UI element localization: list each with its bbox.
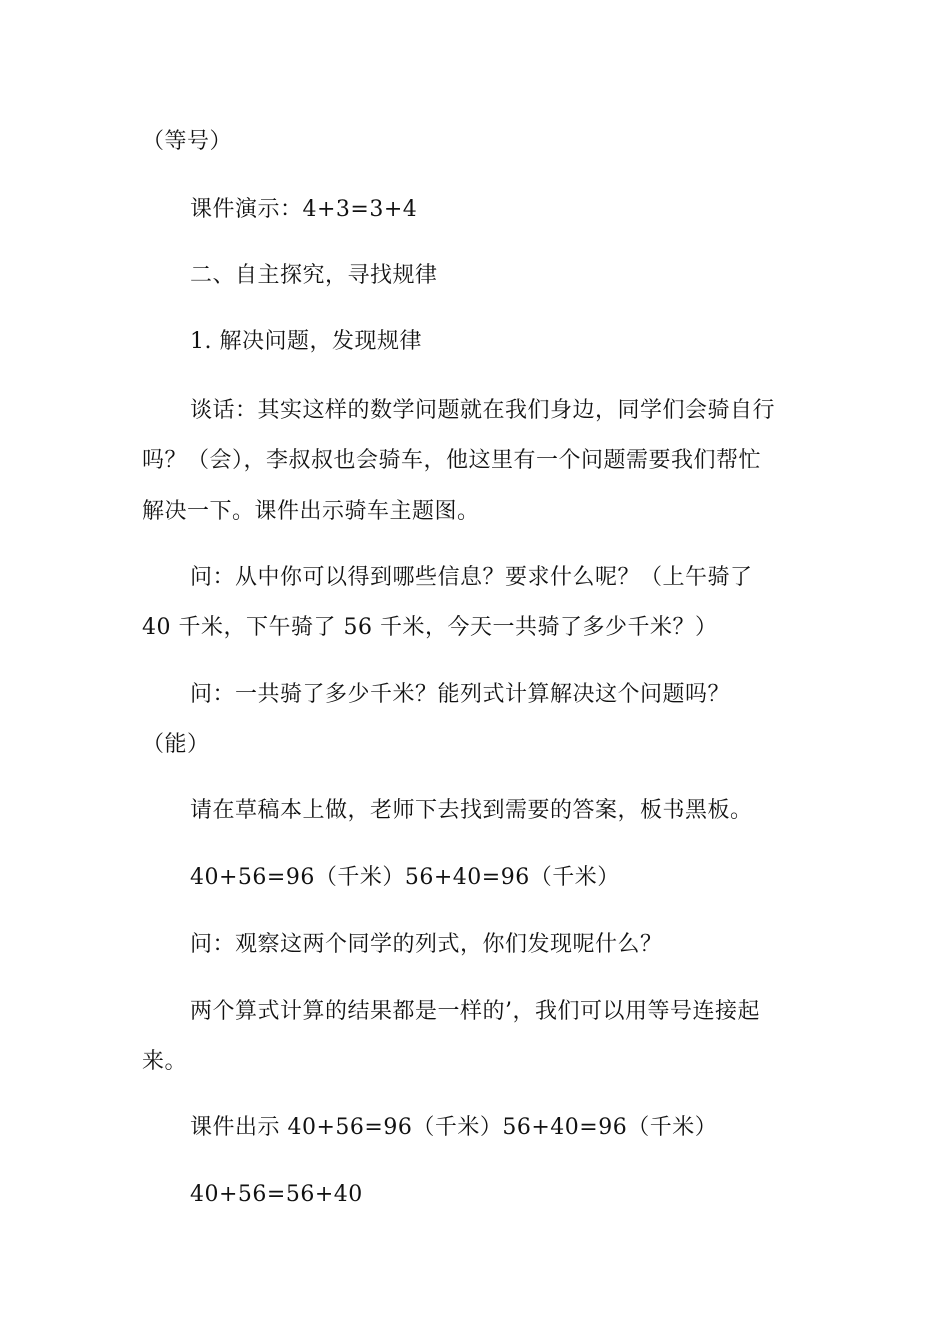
- text-line-question-2: 问：一共骑了多少千米？能列式计算解决这个问题吗？: [190, 682, 731, 707]
- text-line-question-3: 问：观察这两个同学的列式，你们发现呢什么？: [190, 932, 663, 957]
- text-line-talk-cont-2: 解决一下。课件出示骑车主题图。: [142, 499, 480, 524]
- text-line-talk: 谈话：其实这样的数学问题就在我们身边，同学们会骑自行: [190, 398, 776, 423]
- text-line-instruction: 请在草稿本上做，老师下去找到需要的答案，板书黑板。: [190, 798, 753, 823]
- text-line-answer-cont: 来。: [142, 1049, 188, 1074]
- text-line-equations: 40+56=96（千米）56+40=96（千米）: [190, 865, 620, 890]
- subsection-heading: 1. 解决问题，发现规律: [190, 329, 422, 354]
- text-line-question-2-cont: （能）: [142, 732, 210, 757]
- text-line-final-equation: 40+56=56+40: [190, 1182, 363, 1207]
- text-line-question-1-cont: 40 千米，下午骑了 56 千米，今天一共骑了多少千米？）: [142, 615, 718, 640]
- text-line-courseware-show: 课件出示 40+56=96（千米）56+40=96（千米）: [190, 1115, 718, 1140]
- text-line-talk-cont-1: 吗？（会），李叔叔也会骑车，他这里有一个问题需要我们帮忙: [142, 448, 762, 473]
- text-line-courseware-demo: 课件演示：4+3=3+4: [190, 197, 418, 222]
- text-line-equal-sign: （等号）: [142, 129, 233, 154]
- text-line-question-1: 问：从中你可以得到哪些信息？要求什么呢？（上午骑了: [190, 565, 753, 590]
- section-heading: 二、自主探究，寻找规律: [190, 263, 438, 288]
- text-line-answer: 两个算式计算的结果都是一样的’，我们可以用等号连接起: [190, 999, 760, 1024]
